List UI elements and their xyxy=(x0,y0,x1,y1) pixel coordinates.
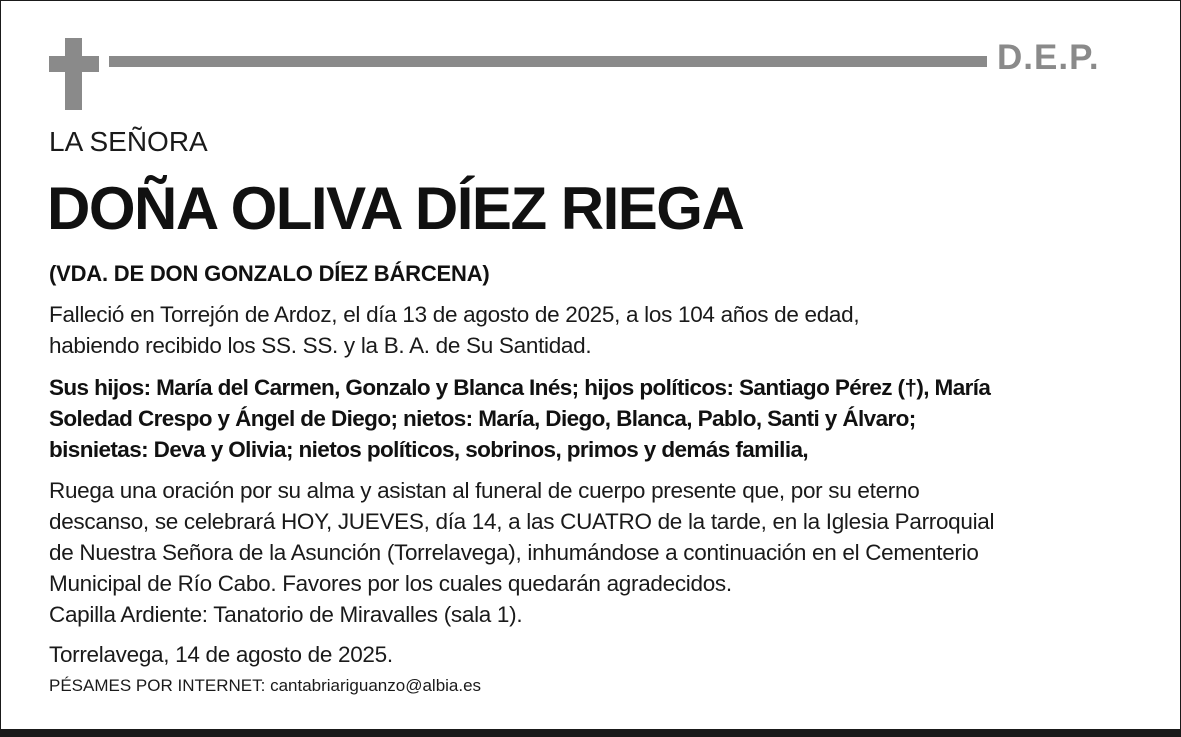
death-line: Falleció en Torrejón de Ardoz, el día 13 de agosto de 2025, a los 104 años de edad, xyxy=(49,302,860,327)
funeral-line: Municipal de Río Cabo. Favores por los cuales quedarán agradecidos. xyxy=(49,571,732,596)
condolences-email[interactable]: cantabriariguanzo@albia.es xyxy=(270,676,482,695)
city-date: Torrelavega, 14 de agosto de 2025. xyxy=(49,642,393,667)
death-line: habiendo recibido los SS. SS. y la B. A. de Su Santidad. xyxy=(49,333,592,358)
header-rule xyxy=(109,56,987,67)
funeral-line: de Nuestra Señora de la Asunción (Torrelavega), inhumándose a continuación en el Cementerio xyxy=(49,540,979,565)
dep-label: D.E.P. xyxy=(997,38,1100,77)
family-line: Soledad Crespo y Ángel de Diego; nietos: María, Diego, Blanca, Pablo, Santi y Álvaro; xyxy=(49,406,916,431)
family-line: Sus hijos: María del Carmen, Gonzalo y Blanca Inés; hijos políticos: Santiago Pérez (†), María xyxy=(49,375,991,400)
funeral-paragraph xyxy=(49,475,1159,630)
funeral-line: descanso, se celebrará HOY, JUEVES, día 14, a las CUATRO de la tarde, en la Iglesia Parroquial xyxy=(49,509,995,534)
deceased-name: DOÑA OLIVA DÍEZ RIEGA xyxy=(47,175,744,242)
family-paragraph xyxy=(49,372,1159,465)
condolences-label: PÉSAMES POR INTERNET: xyxy=(49,676,266,695)
family-line: bisnietas: Deva y Olivia; nietos políticos, sobrinos, primos y demás familia, xyxy=(49,437,809,462)
widow-of: (VDA. DE DON GONZALO DÍEZ BÁRCENA) xyxy=(49,261,490,286)
death-paragraph xyxy=(49,299,1159,361)
bottom-rule xyxy=(1,729,1180,736)
chapel-line: Capilla Ardiente: Tanatorio de Miravalles (sala 1). xyxy=(49,602,523,627)
condolences-line xyxy=(49,673,481,699)
cross-icon xyxy=(49,38,99,110)
title-prefix: LA SEÑORA xyxy=(49,126,208,157)
funeral-line: Ruega una oración por su alma y asistan al funeral de cuerpo presente que, por su eterno xyxy=(49,478,920,503)
